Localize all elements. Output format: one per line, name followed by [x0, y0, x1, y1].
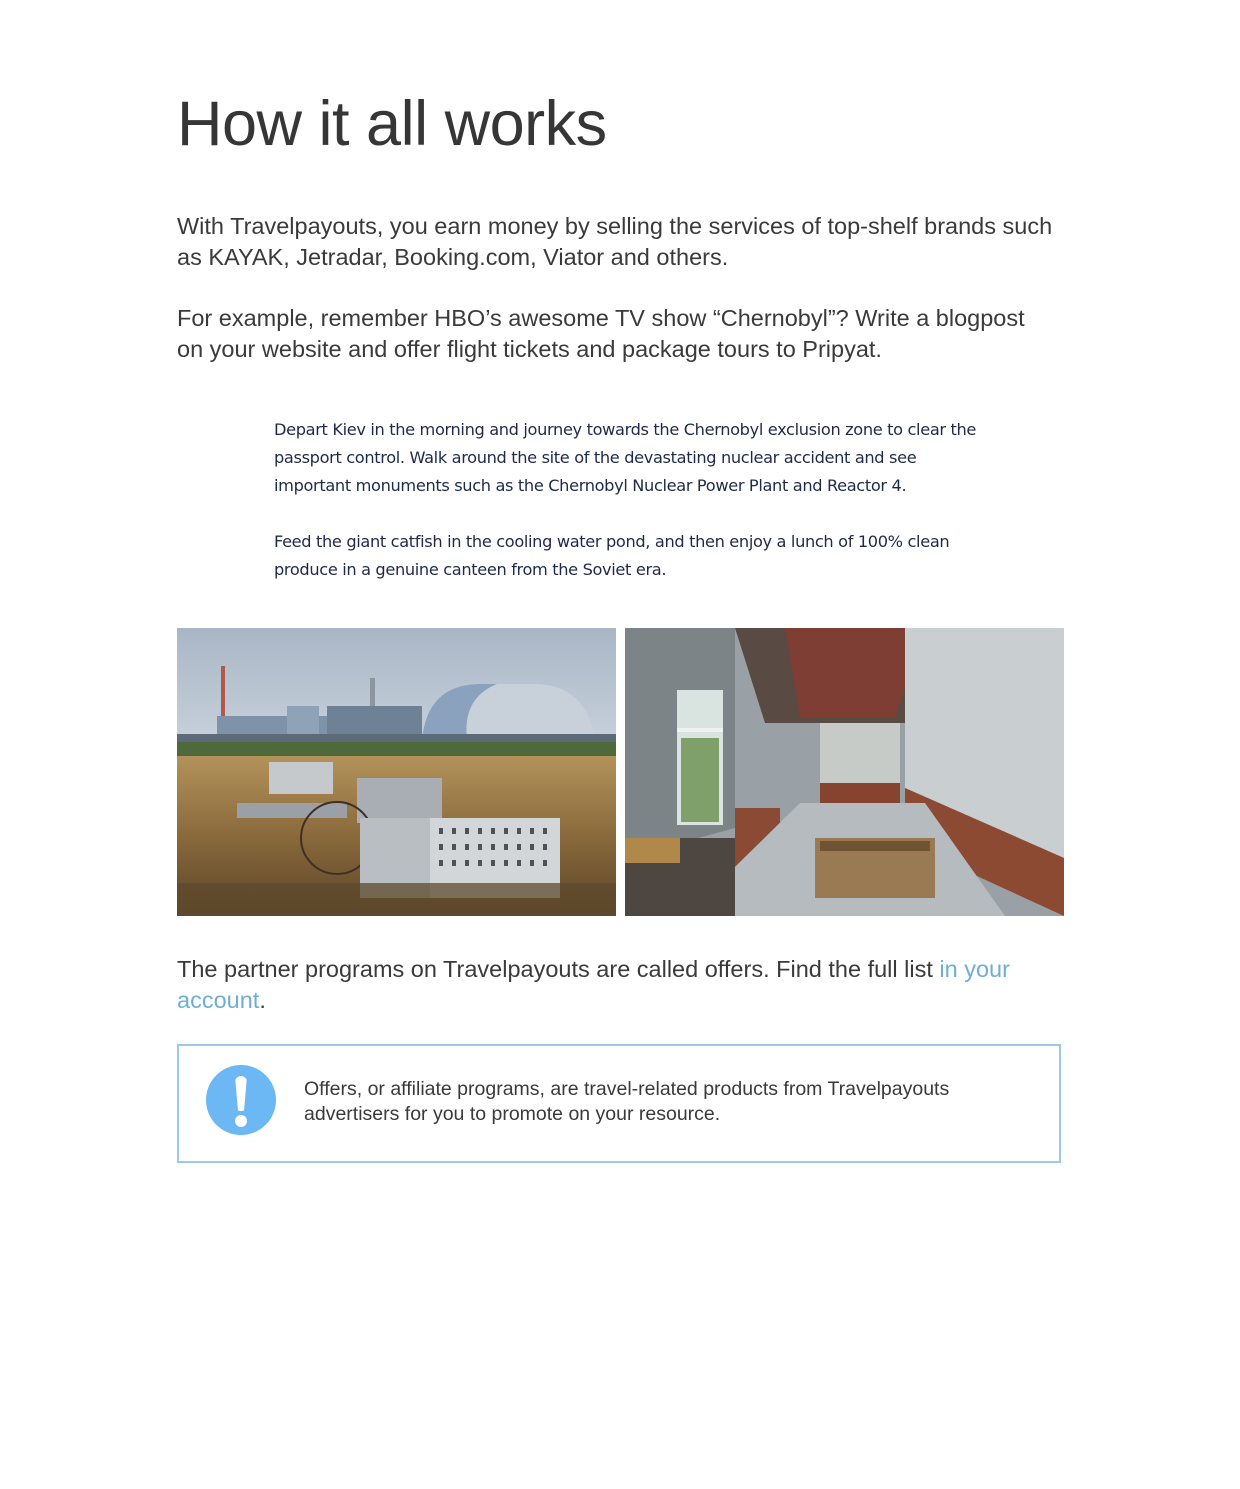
offers-text: The partner programs on Travelpayouts are called offers. Find the full list [177, 956, 940, 982]
quote-paragraph: Depart Kiev in the morning and journey towards the Chernobyl exclusion zone to clear the passport control. Walk around the site of the devastating nuclear accident and see important monuments such as the Chernobyl Nuclear Power Plant and Reactor 4. [274, 420, 977, 495]
page-title: How it all works [177, 89, 607, 159]
account-link[interactable]: in your account [177, 956, 1010, 1013]
exclamation-bar [235, 1076, 247, 1111]
info-callout [177, 1044, 1061, 1163]
offers-paragraph [177, 954, 1067, 1016]
abandoned-canteen-photo [625, 628, 1064, 916]
chernobyl-plant-photo [177, 628, 616, 916]
quote-paragraph: Feed the giant catfish in the cooling water pond, and then enjoy a lunch of 100% clean produce in a genuine canteen from the Soviet era. [274, 532, 950, 579]
intro-paragraph: With Travelpayouts, you earn money by selling the services of top-shelf brands such as KAYAK, Jetradar, Booking.com, Viator and others. [177, 213, 1053, 270]
exclamation-dot [235, 1115, 247, 1127]
info-callout-text: Offers, or affiliate programs, are travel-related products from Travelpayouts advertisers for you to promote on your resource. [304, 1078, 950, 1125]
tour-description-quote [274, 416, 984, 584]
exclamation-icon [206, 1065, 276, 1135]
example-paragraph: For example, remember HBO’s awesome TV show “Chernobyl”? Write a blogpost on your website and offer flight tickets and package tours to Pripyat. [177, 305, 1025, 362]
offers-text-end: . [259, 987, 266, 1013]
